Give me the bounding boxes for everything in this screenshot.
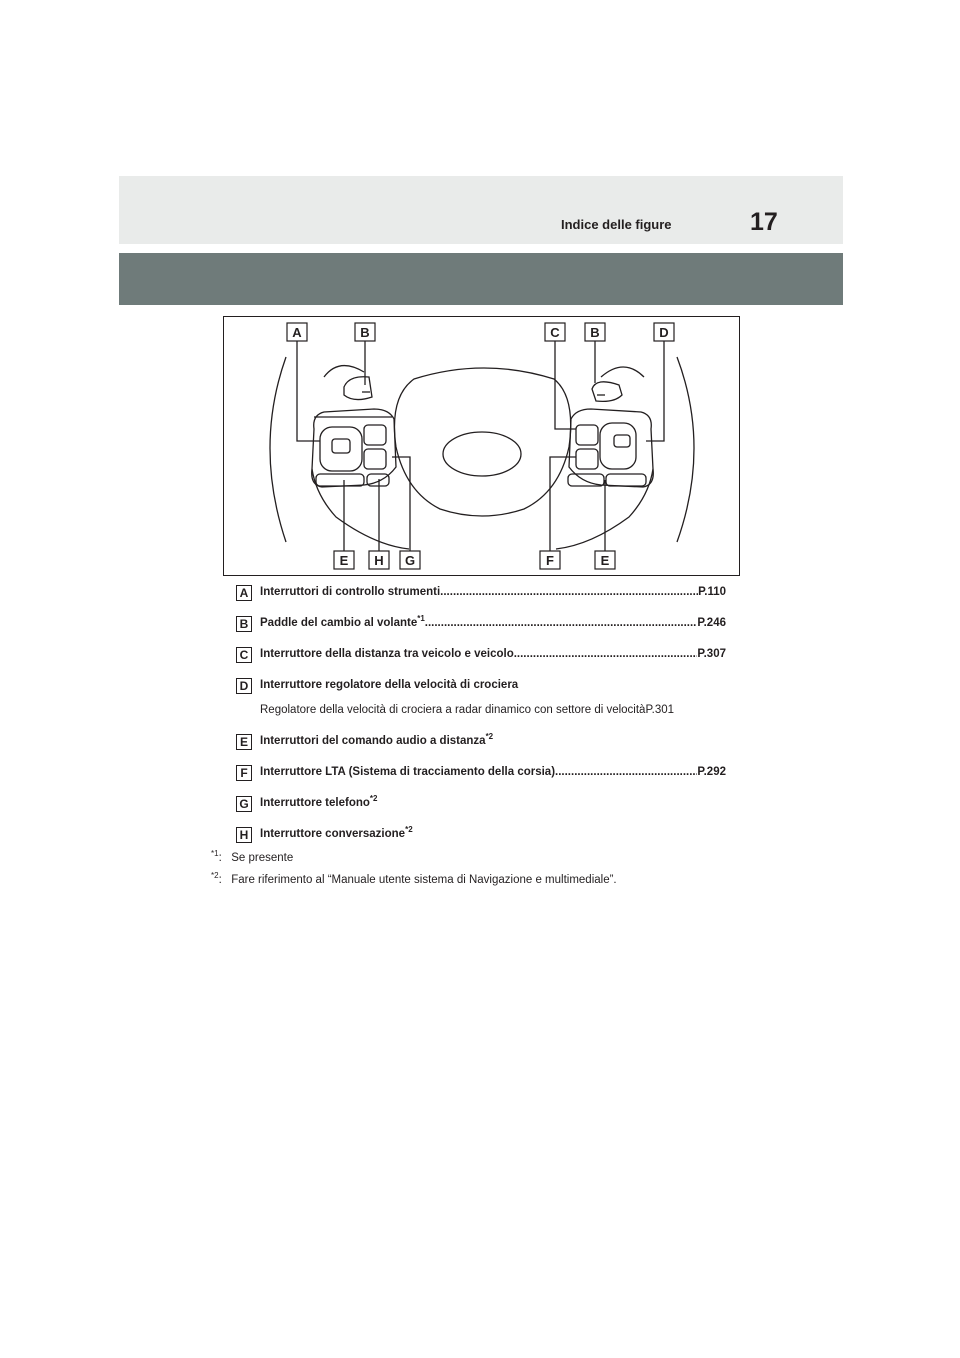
figure-legend-list	[236, 584, 736, 857]
item-page-link[interactable]: P.307	[697, 648, 726, 660]
chapter-band	[119, 253, 843, 305]
callout-c: C	[550, 325, 560, 340]
callout-a: A	[292, 325, 302, 340]
item-letter: A	[236, 585, 252, 601]
callout-b-left: B	[360, 325, 370, 340]
callouts-bottom	[334, 551, 615, 569]
item-label: Interruttori di controllo strumenti	[260, 586, 441, 598]
footnote-ref: *2	[369, 794, 378, 803]
item-page-link[interactable]: P.292	[697, 766, 726, 778]
item-letter: G	[236, 796, 252, 812]
callout-h: H	[374, 553, 384, 568]
list-item	[236, 584, 736, 615]
callout-e-right: E	[600, 553, 610, 568]
callout-d: D	[659, 325, 669, 340]
footnote: $^{*2}$: Fare riferimento al “Manuale utente sistema di Navigazione e multimediale”.	[211, 871, 617, 886]
list-item	[236, 795, 736, 826]
callout-f: F	[546, 553, 554, 568]
item-label: Interruttore telefono	[260, 797, 370, 809]
footnotes	[211, 849, 741, 896]
footnote: $^{*1}$: Se presente	[211, 849, 294, 864]
leader-dots	[425, 617, 698, 629]
list-item	[236, 733, 736, 764]
list-item	[236, 764, 736, 795]
footnote-ref: *2	[405, 825, 413, 834]
item-letter: E	[236, 734, 252, 750]
item-page-link[interactable]: P.301	[645, 704, 675, 716]
header-band	[119, 176, 843, 244]
list-item	[236, 615, 736, 646]
callout-g: G	[404, 553, 416, 568]
item-page-link[interactable]: P.110	[698, 586, 726, 598]
page-number: 17	[750, 208, 778, 236]
footnote-ref: *2	[485, 732, 494, 741]
footnote-mark: *2	[211, 871, 219, 880]
item-letter: H	[236, 827, 252, 843]
section-title: Indice delle figure	[561, 217, 672, 232]
footnote-text: Se presente	[231, 852, 294, 864]
callouts-top	[287, 323, 674, 341]
leader-dots	[514, 648, 698, 660]
footnote-mark: *1	[211, 849, 219, 858]
item-label: Interruttore regolatore della velocità di crociera	[260, 679, 519, 691]
item-label: Interruttore conversazione	[260, 828, 406, 840]
callout-b-right: B	[590, 325, 600, 340]
leader-dots	[440, 586, 698, 598]
callout-e-left: E	[339, 553, 349, 568]
item-letter: F	[236, 765, 252, 781]
item-label: Interruttori del comando audio a distanza	[260, 735, 486, 747]
steering-wheel-illustration	[224, 317, 741, 577]
item-page-link[interactable]: P.246	[697, 617, 726, 629]
list-item-sub	[236, 704, 736, 733]
item-letter: B	[236, 616, 252, 632]
footnote-ref: *1	[417, 614, 425, 623]
item-letter: C	[236, 647, 252, 663]
steering-wheel-figure	[223, 316, 740, 576]
footnote-text: Fare riferimento al “Manuale utente sistema di Navigazione e multimediale”.	[231, 874, 617, 886]
leader-dots	[555, 766, 697, 778]
list-item	[236, 646, 736, 677]
item-label: Paddle del cambio al volante	[260, 617, 418, 629]
item-label: Interruttore della distanza tra veicolo e veicolo	[260, 648, 514, 660]
item-label: Regolatore della velocità di crociera a radar dinamico con settore di velocità	[260, 704, 646, 716]
item-letter: D	[236, 678, 252, 694]
item-label: Interruttore LTA (Sistema di tracciamento della corsia)	[260, 766, 556, 778]
